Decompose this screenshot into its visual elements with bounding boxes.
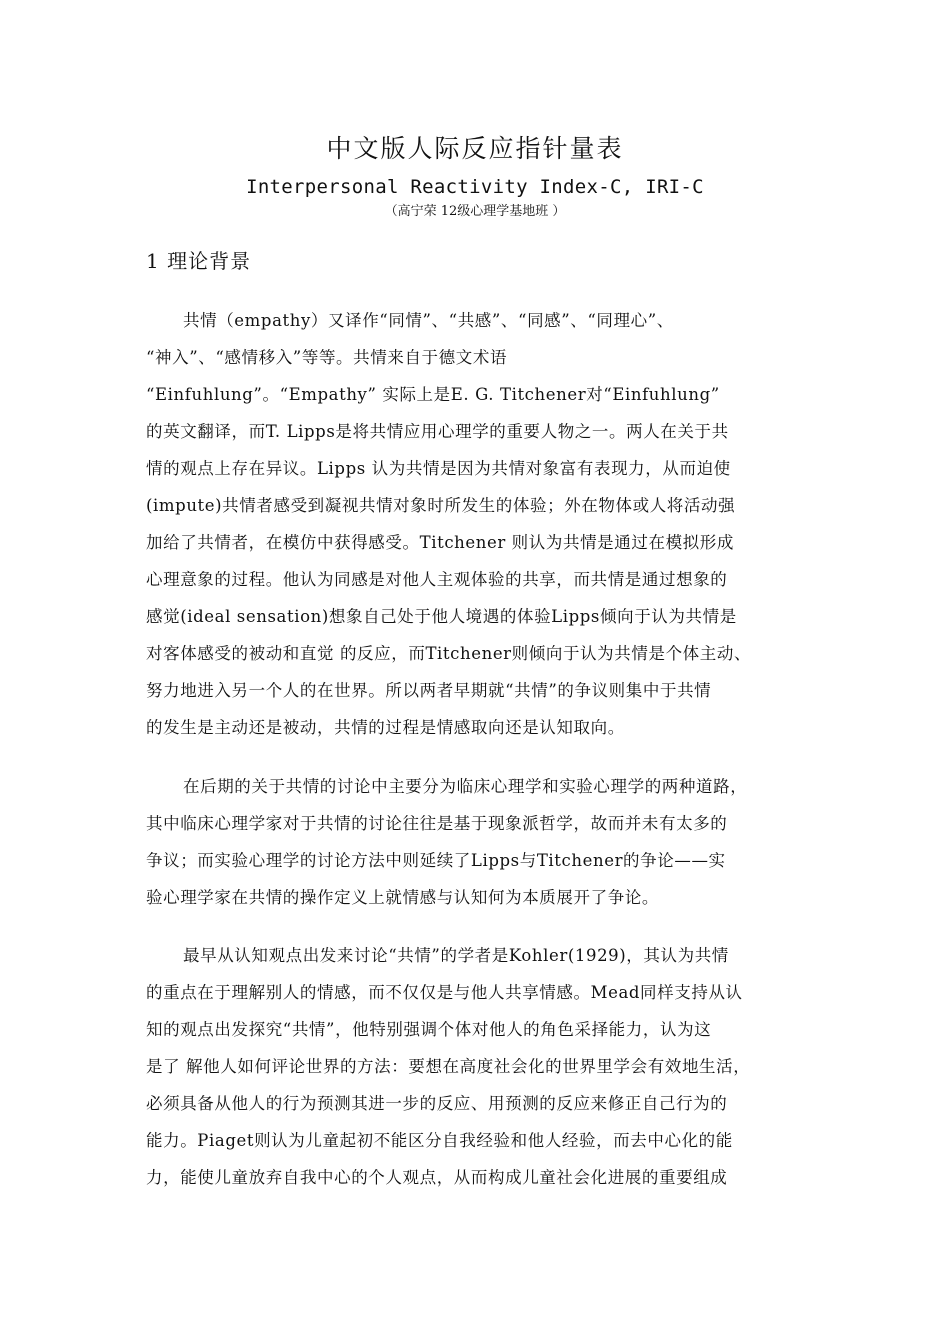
text-line: 的发生是主动还是被动，共情的过程是情感取向还是认知取向。 [146, 718, 625, 737]
text-line: 加给了共情者，在模仿中获得感受。Titchener 则认为共情是通过在模拟形成 [146, 533, 734, 552]
text-line: 心理意象的过程。他认为同感是对他人主观体验的共享，而共情是通过想象的 [146, 570, 728, 589]
document-title: 中文版人际反应指针量表 [326, 134, 624, 163]
text-line: 努力地进入另一个人的在世界。所以两者早期就“共情”的争议则集中于共情 [146, 681, 712, 700]
text-line: 必须具备从他人的行为预测其进一步的反应、用预测的反应来修正自己行为的 [146, 1094, 728, 1113]
paragraph-2 [146, 768, 826, 916]
text-line: 的重点在于理解别人的情感，而不仅仅是与他人共享情感。Mead同样支持从认 [146, 983, 743, 1002]
text-line: 感觉(ideal sensation)想象自己处于他人境遇的体验Lipps倾向于认为共情是 [146, 607, 737, 626]
text-line: 验心理学家在共情的操作定义上就情感与认知何为本质展开了争论。 [146, 888, 659, 907]
paragraph-3 [146, 937, 826, 1196]
text-line: 是了 解他人如何评论世界的方法：要想在高度社会化的世界里学会有效地生活， [146, 1057, 751, 1076]
text-line: “Einfuhlung”。“Empathy” 实际上是E. G. Titchener对“Einfuhlung” [146, 385, 720, 404]
text-line: 其中临床心理学家对于共情的讨论往往是基于现象派哲学，故而并未有太多的 [146, 814, 728, 833]
paragraph-1 [146, 302, 826, 746]
text-line: 最早从认知观点出发来讨论“共情”的学者是Kohler(1929)，其认为共情 [183, 946, 729, 965]
text-line: 共情（empathy）又译作“同情”、“共感”、“同感”、“同理心”、 [183, 311, 674, 330]
text-line: (impute)共情者感受到凝视共情对象时所发生的体验；外在物体或人将活动强 [146, 496, 736, 515]
document-subtitle: Interpersonal Reactivity Index-C, IRI-C [246, 176, 704, 198]
section-heading: 1 理论背景 [146, 249, 252, 273]
text-line: 在后期的关于共情的讨论中主要分为临床心理学和实验心理学的两种道路， [183, 777, 748, 796]
author-line: （高宁荣 12级心理学基地班 ） [384, 204, 566, 219]
text-line: 争议；而实验心理学的讨论方法中则延续了Lipps与Titchener的争论——实 [146, 851, 726, 870]
text-line: 能力。Piaget则认为儿童起初不能区分自我经验和他人经验，而去中心化的能 [146, 1131, 733, 1150]
text-line: 情的观点上存在异议。Lipps 认为共情是因为共情对象富有表现力，从而迫使 [146, 459, 731, 478]
text-line: 的英文翻译，而T. Lipps是将共情应用心理学的重要人物之一。两人在关于共 [146, 422, 729, 441]
text-line: 知的观点出发探究“共情”，他特别强调个体对他人的角色采择能力，认为这 [146, 1020, 712, 1039]
text-line: 力，能使儿童放弃自我中心的个人观点，从而构成儿童社会化进展的重要组成 [146, 1168, 728, 1187]
text-line: 对客体感受的被动和直觉 的反应，而Titchener则倾向于认为共情是个体主动、 [146, 644, 752, 663]
text-line: “神入”、“感情移入”等等。共情来自于德文术语 [146, 348, 508, 367]
